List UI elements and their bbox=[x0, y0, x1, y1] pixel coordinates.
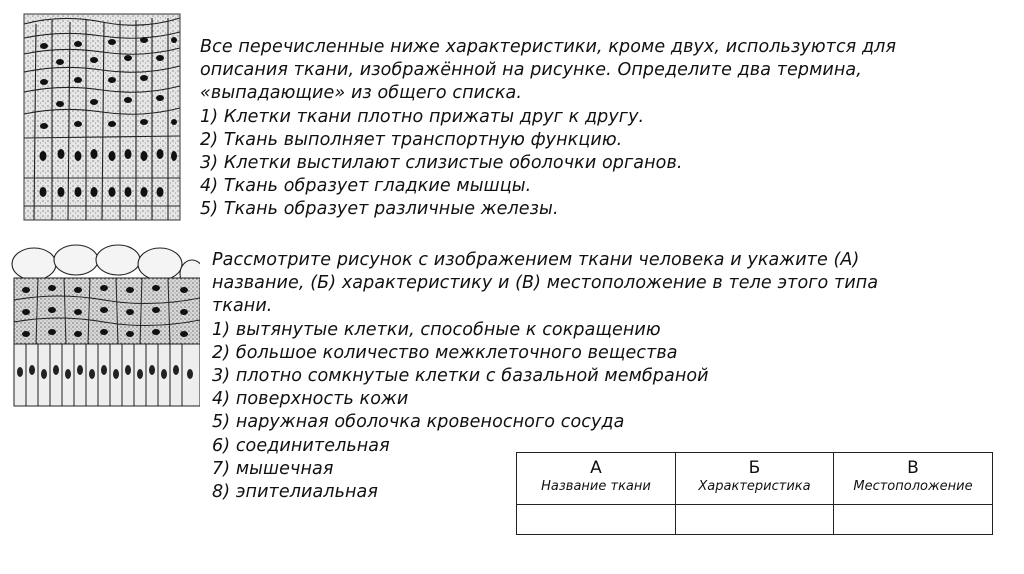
answer-header-a bbox=[517, 453, 676, 505]
column-letter: Б bbox=[748, 458, 761, 478]
answer-header-c bbox=[834, 453, 993, 505]
column-title: Характеристика bbox=[698, 479, 811, 494]
question-1-line: описания ткани, изображённой на рисунке. Определите два термина, bbox=[200, 60, 862, 81]
question-2-option: 4) поверхность кожи bbox=[212, 389, 409, 410]
columnar-epithelium-illustration bbox=[22, 10, 182, 222]
question-2-option: 2) большое количество межклеточного вещества bbox=[212, 342, 678, 363]
question-1-text bbox=[200, 36, 990, 222]
answer-cell-b[interactable] bbox=[676, 505, 834, 535]
question-1-line: Все перечисленные ниже характеристики, кроме двух, используются для bbox=[200, 37, 897, 57]
column-letter: В bbox=[907, 458, 919, 478]
question-2-option: 3) плотно сомкнутые клетки с базальной мембраной bbox=[212, 366, 709, 387]
question-2-option: 6) соединительная bbox=[212, 435, 390, 456]
question-1-option: 2) Ткань выполняет транспортную функцию. bbox=[200, 129, 623, 150]
answer-cell-c[interactable] bbox=[834, 505, 993, 535]
question-1-option: 4) Ткань образует гладкие мышцы. bbox=[200, 176, 532, 197]
question-2-line: ткани. bbox=[212, 296, 273, 317]
answer-table-header-row bbox=[517, 453, 993, 505]
question-2-option: 8) эпителиальная bbox=[212, 482, 378, 503]
question-2-option: 1) вытянутые клетки, способные к сокращению bbox=[212, 319, 661, 340]
column-title: Название ткани bbox=[541, 479, 651, 494]
answer-table-input-row bbox=[517, 505, 993, 535]
question-1-line: «выпадающие» из общего списка. bbox=[200, 83, 523, 104]
question-2-option: 5) наружная оболочка кровеносного сосуда bbox=[212, 412, 625, 433]
answer-table bbox=[516, 452, 993, 535]
question-2-option: 7) мышечная bbox=[212, 458, 334, 479]
question-1-option: 1) Клетки ткани плотно прижаты друг к другу. bbox=[200, 106, 645, 127]
question-2-line: Рассмотрите рисунок с изображением ткани человека и укажите (А) bbox=[212, 250, 860, 270]
column-letter: А bbox=[590, 458, 602, 478]
answer-cell-a[interactable] bbox=[517, 505, 676, 535]
stratified-epithelium-illustration bbox=[8, 242, 200, 410]
question-1-option: 3) Клетки выстилают слизистые оболочки органов. bbox=[200, 153, 683, 174]
question-2-line: название, (Б) характеристику и (В) местоположение в теле этого типа bbox=[212, 273, 879, 294]
question-1-option: 5) Ткань образует различные железы. bbox=[200, 199, 559, 220]
column-title: Местоположение bbox=[853, 479, 973, 494]
answer-header-b bbox=[676, 453, 834, 505]
